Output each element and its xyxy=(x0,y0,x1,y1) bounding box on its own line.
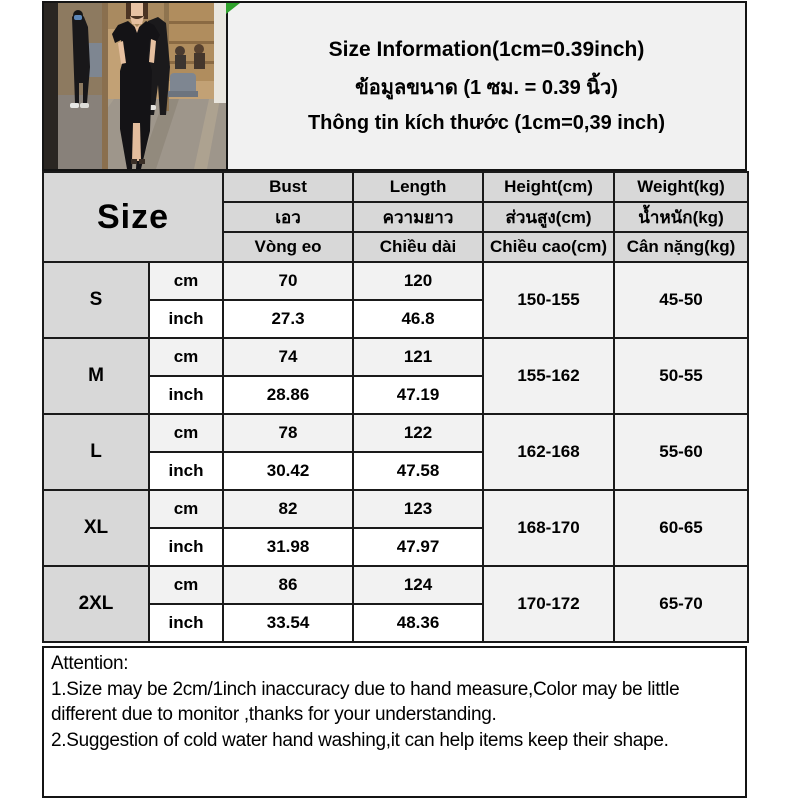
length-inch-value: 48.36 xyxy=(353,604,483,642)
length-cm-value: 123 xyxy=(353,490,483,528)
unit-cm: cm xyxy=(149,490,223,528)
bust-cm-value: 70 xyxy=(223,262,353,300)
col-height-en: Height(cm) xyxy=(483,172,614,202)
height-range: 150-155 xyxy=(483,262,614,338)
col-bust-th: เอว xyxy=(223,202,353,232)
weight-range: 65-70 xyxy=(614,566,748,642)
size-label-xl: XL xyxy=(43,490,149,566)
header-row-en xyxy=(43,172,748,202)
attention-box xyxy=(42,646,747,798)
title-english: Size Information(1cm=0.39inch) xyxy=(328,37,645,61)
bust-cm-value: 74 xyxy=(223,338,353,376)
length-inch-value: 47.58 xyxy=(353,452,483,490)
col-weight-vi: Cân nặng(kg) xyxy=(614,232,748,262)
unit-cm: cm xyxy=(149,338,223,376)
unit-cm: cm xyxy=(149,414,223,452)
unit-inch: inch xyxy=(149,528,223,566)
unit-inch: inch xyxy=(149,604,223,642)
attention-note-1: 1.Size may be 2cm/1inch inaccuracy due to hand measure,Color may be little different due to monitor ,thanks for your understanding. xyxy=(51,678,680,726)
col-bust-en: Bust xyxy=(223,172,353,202)
title-vietnamese: Thông tin kích thước (1cm=0,39 inch) xyxy=(307,111,666,134)
size-label-l: L xyxy=(43,414,149,490)
col-bust-vi: Vòng eo xyxy=(223,232,353,262)
col-weight-th: น้ำหนัก(kg) xyxy=(614,202,748,232)
bust-cm-value: 78 xyxy=(223,414,353,452)
header-section xyxy=(42,1,747,171)
col-length-th: ความยาว xyxy=(353,202,483,232)
product-photo xyxy=(42,1,228,171)
height-range: 162-168 xyxy=(483,414,614,490)
bust-inch-value: 28.86 xyxy=(223,376,353,414)
length-cm-value: 124 xyxy=(353,566,483,604)
row-m-cm xyxy=(43,338,748,376)
bust-inch-value: 31.98 xyxy=(223,528,353,566)
weight-range: 45-50 xyxy=(614,262,748,338)
height-range: 155-162 xyxy=(483,338,614,414)
row-2xl-cm xyxy=(43,566,748,604)
bust-cm-value: 82 xyxy=(223,490,353,528)
bust-cm-value: 86 xyxy=(223,566,353,604)
attention-heading: Attention: xyxy=(51,653,129,674)
length-inch-value: 47.19 xyxy=(353,376,483,414)
height-range: 170-172 xyxy=(483,566,614,642)
unit-cm: cm xyxy=(149,566,223,604)
title-thai: ข้อมูลขนาด (1 ซม. = 0.39 นิ้ว) xyxy=(355,76,618,99)
weight-range: 55-60 xyxy=(614,414,748,490)
length-inch-value: 46.8 xyxy=(353,300,483,338)
bust-inch-value: 30.42 xyxy=(223,452,353,490)
bust-inch-value: 27.3 xyxy=(223,300,353,338)
height-range: 168-170 xyxy=(483,490,614,566)
row-xl-cm xyxy=(43,490,748,528)
row-s-cm xyxy=(43,262,748,300)
unit-inch: inch xyxy=(149,300,223,338)
weight-range: 60-65 xyxy=(614,490,748,566)
length-cm-value: 120 xyxy=(353,262,483,300)
dress-photo-illustration xyxy=(44,3,226,169)
col-length-en: Length xyxy=(353,172,483,202)
size-label-s: S xyxy=(43,262,149,338)
size-table xyxy=(42,171,749,643)
col-height-vi: Chiều cao(cm) xyxy=(483,232,614,262)
col-weight-en: Weight(kg) xyxy=(614,172,748,202)
size-chart xyxy=(42,1,747,798)
size-label-2xl: 2XL xyxy=(43,566,149,642)
attention-note-2: 2.Suggestion of cold water hand washing,it can help items keep their shape. xyxy=(51,729,669,751)
length-cm-value: 122 xyxy=(353,414,483,452)
weight-range: 50-55 xyxy=(614,338,748,414)
length-cm-value: 121 xyxy=(353,338,483,376)
size-label-m: M xyxy=(43,338,149,414)
col-height-th: ส่วนสูง(cm) xyxy=(483,202,614,232)
length-inch-value: 47.97 xyxy=(353,528,483,566)
bust-inch-value: 33.54 xyxy=(223,604,353,642)
size-header-cell: Size xyxy=(43,172,223,262)
unit-inch: inch xyxy=(149,376,223,414)
title-panel xyxy=(228,1,747,171)
green-corner-icon xyxy=(226,3,240,14)
col-length-vi: Chiều dài xyxy=(353,232,483,262)
row-l-cm xyxy=(43,414,748,452)
unit-inch: inch xyxy=(149,452,223,490)
unit-cm: cm xyxy=(149,262,223,300)
